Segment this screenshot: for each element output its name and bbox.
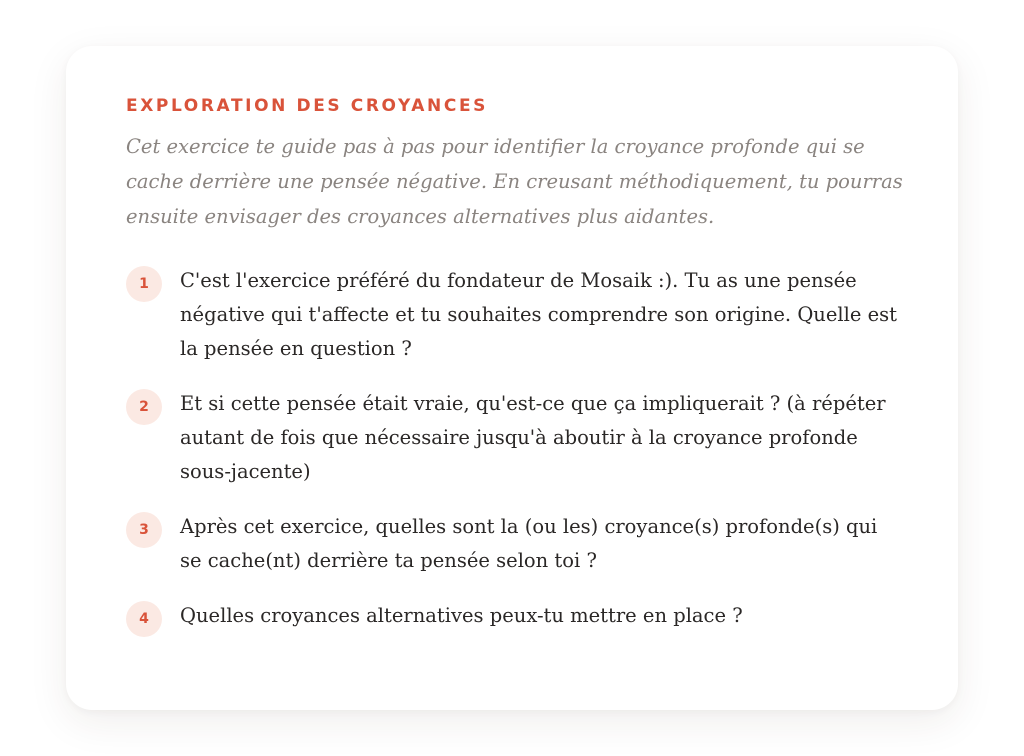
exercise-title: EXPLORATION DES CROYANCES — [126, 96, 489, 116]
exercise-card — [66, 46, 958, 710]
step-item-2 — [126, 387, 898, 489]
step-number-badge: 4 — [126, 601, 162, 637]
steps-list — [126, 264, 898, 633]
step-text: Et si cette pensée était vraie, qu'est-ce que ça impliquerait ? (à répéter autant de fois que nécessaire jusqu'à aboutir à la croyance profonde sous-jacente) — [180, 392, 886, 483]
step-text: C'est l'exercice préféré du fondateur de Mosaik :). Tu as une pensée négative qui t'affecte et tu souhaites comprendre son origine. Quelle est la pensée en question ? — [180, 269, 897, 360]
step-number-badge: 3 — [126, 512, 162, 548]
step-number-badge: 2 — [126, 389, 162, 425]
step-text: Après cet exercice, quelles sont la (ou les) croyance(s) profonde(s) qui se cache(nt) derrière ta pensée selon toi ? — [180, 515, 878, 572]
step-item-3 — [126, 510, 898, 578]
step-item-1 — [126, 264, 898, 366]
exercise-intro: Cet exercice te guide pas à pas pour identifier la croyance profonde qui se cache derrière une pensée négative. En creusant méthodiquement, tu pourras ensuite envisager des croyances alternatives plus aidantes. — [126, 135, 903, 228]
step-item-4 — [126, 599, 898, 633]
step-text: Quelles croyances alternatives peux-tu mettre en place ? — [180, 604, 743, 627]
step-number-badge: 1 — [126, 266, 162, 302]
